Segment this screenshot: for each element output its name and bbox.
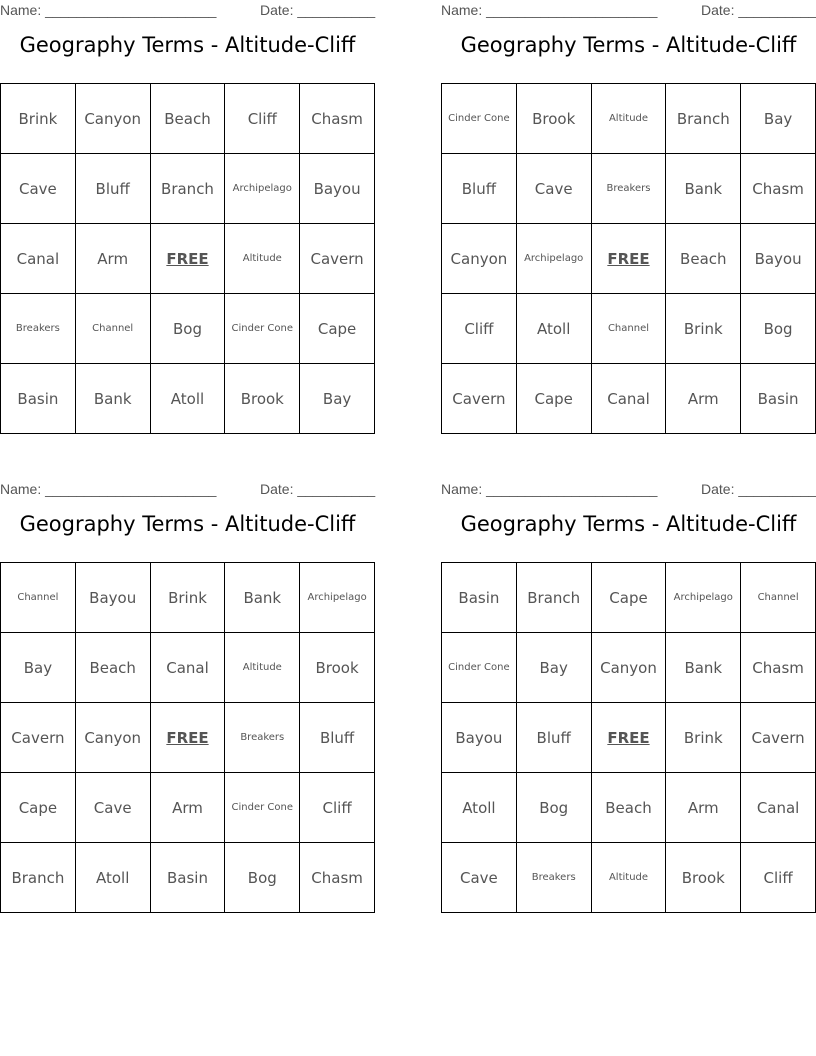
bingo-cell: Bayou — [741, 224, 816, 294]
bingo-cell: Altitude — [592, 843, 667, 913]
bingo-cell: Cave — [76, 773, 151, 843]
bingo-cell: Brink — [151, 563, 226, 633]
card-header — [441, 0, 816, 22]
bingo-cell: Archipelago — [666, 563, 741, 633]
date-label: Date: __________ — [701, 2, 816, 18]
bingo-cell: Atoll — [151, 364, 226, 434]
bingo-cell: Atoll — [76, 843, 151, 913]
bingo-cell: Bog — [225, 843, 300, 913]
bingo-cell: Breakers — [592, 154, 667, 224]
bingo-cell: Brink — [666, 703, 741, 773]
date-label: Date: __________ — [701, 481, 816, 497]
bingo-cell: Cavern — [1, 703, 76, 773]
card-title: Geography Terms - Altitude-Cliff — [460, 33, 797, 57]
bingo-cell: Bay — [741, 84, 816, 154]
bingo-cell: Channel — [592, 294, 667, 364]
bingo-cell: Cliff — [300, 773, 375, 843]
bingo-cell: Breakers — [517, 843, 592, 913]
date-label: Date: __________ — [260, 481, 376, 497]
bingo-cell: Brink — [666, 294, 741, 364]
free-space: FREE — [592, 224, 667, 294]
name-label: Name: ______________________ — [441, 2, 658, 18]
bingo-cell: Arm — [666, 364, 741, 434]
name-label: Name: ______________________ — [0, 481, 217, 497]
bingo-cell: Bluff — [442, 154, 517, 224]
bingo-cell: Archipelago — [225, 154, 300, 224]
bingo-cell: Cinder Cone — [225, 773, 300, 843]
bingo-cell: Cape — [300, 294, 375, 364]
bingo-cell: Archipelago — [517, 224, 592, 294]
bingo-cell: Beach — [76, 633, 151, 703]
card-title: Geography Terms - Altitude-Cliff — [19, 33, 356, 57]
bingo-cell: Basin — [741, 364, 816, 434]
bingo-cell: Bluff — [300, 703, 375, 773]
bingo-cell: Cliff — [442, 294, 517, 364]
bingo-cell: Bayou — [300, 154, 375, 224]
date-label: Date: __________ — [260, 2, 376, 18]
bingo-cell: Cinder Cone — [442, 84, 517, 154]
bingo-cell: Canal — [592, 364, 667, 434]
bingo-cell: Altitude — [225, 633, 300, 703]
bingo-cell: Channel — [76, 294, 151, 364]
bingo-cell: Channel — [1, 563, 76, 633]
bingo-cell: Atoll — [517, 294, 592, 364]
bingo-cell: Cape — [1, 773, 76, 843]
bingo-cell: Beach — [151, 84, 226, 154]
bingo-cell: Chasm — [741, 633, 816, 703]
card-header — [441, 479, 816, 501]
bingo-cell: Breakers — [225, 703, 300, 773]
free-space: FREE — [151, 703, 226, 773]
bingo-cell: Canyon — [76, 84, 151, 154]
bingo-cell: Branch — [517, 563, 592, 633]
bingo-cell: Cinder Cone — [225, 294, 300, 364]
card-title: Geography Terms - Altitude-Cliff — [460, 512, 797, 536]
bingo-cell: Canyon — [442, 224, 517, 294]
bingo-card-1 — [0, 0, 375, 434]
bingo-cell: Cave — [517, 154, 592, 224]
name-label: Name: ______________________ — [0, 2, 217, 18]
bingo-cell: Brook — [225, 364, 300, 434]
bingo-cell: Channel — [741, 563, 816, 633]
bingo-cell: Canal — [151, 633, 226, 703]
bingo-cell: Bay — [1, 633, 76, 703]
bingo-grid — [0, 83, 375, 434]
bingo-cell: Beach — [666, 224, 741, 294]
bingo-cell: Bayou — [442, 703, 517, 773]
bingo-cell: Canyon — [592, 633, 667, 703]
bingo-cell: Branch — [1, 843, 76, 913]
bingo-cell: Brook — [517, 84, 592, 154]
bingo-cell: Bank — [225, 563, 300, 633]
bingo-cell: Brook — [666, 843, 741, 913]
bingo-cell: Beach — [592, 773, 667, 843]
bingo-cell: Bank — [76, 364, 151, 434]
card-title: Geography Terms - Altitude-Cliff — [19, 512, 356, 536]
free-space: FREE — [151, 224, 226, 294]
bingo-card-3 — [0, 479, 375, 913]
bingo-cell: Brink — [1, 84, 76, 154]
bingo-grid — [441, 83, 816, 434]
free-space: FREE — [592, 703, 667, 773]
bingo-cell: Chasm — [741, 154, 816, 224]
card-header — [0, 0, 375, 22]
bingo-cell: Bog — [741, 294, 816, 364]
bingo-cell: Canal — [741, 773, 816, 843]
bingo-cell: Archipelago — [300, 563, 375, 633]
bingo-cell: Branch — [666, 84, 741, 154]
bingo-cell: Chasm — [300, 84, 375, 154]
bingo-cell: Arm — [666, 773, 741, 843]
bingo-cell: Cape — [517, 364, 592, 434]
bingo-cell: Cinder Cone — [442, 633, 517, 703]
bingo-cell: Bay — [517, 633, 592, 703]
bingo-cell: Bay — [300, 364, 375, 434]
bingo-cell: Bog — [517, 773, 592, 843]
bingo-cell: Basin — [151, 843, 226, 913]
bingo-cell: Altitude — [592, 84, 667, 154]
bingo-cell: Chasm — [300, 843, 375, 913]
bingo-cell: Cliff — [225, 84, 300, 154]
bingo-cell: Breakers — [1, 294, 76, 364]
bingo-cell: Bluff — [76, 154, 151, 224]
bingo-cell: Bank — [666, 633, 741, 703]
bingo-cell: Brook — [300, 633, 375, 703]
bingo-cell: Bayou — [76, 563, 151, 633]
bingo-cell: Canal — [1, 224, 76, 294]
bingo-cell: Basin — [1, 364, 76, 434]
name-label: Name: ______________________ — [441, 481, 658, 497]
bingo-cell: Cavern — [300, 224, 375, 294]
bingo-cell: Cave — [442, 843, 517, 913]
bingo-card-4 — [441, 479, 816, 913]
bingo-cell: Atoll — [442, 773, 517, 843]
card-header — [0, 479, 375, 501]
bingo-cell: Cavern — [442, 364, 517, 434]
bingo-cell: Arm — [76, 224, 151, 294]
bingo-cell: Branch — [151, 154, 226, 224]
bingo-cell: Arm — [151, 773, 226, 843]
bingo-card-2 — [441, 0, 816, 434]
bingo-cell: Bluff — [517, 703, 592, 773]
bingo-cell: Bank — [666, 154, 741, 224]
bingo-grid — [441, 562, 816, 913]
bingo-grid — [0, 562, 375, 913]
bingo-cell: Bog — [151, 294, 226, 364]
bingo-cell: Basin — [442, 563, 517, 633]
bingo-cell: Cave — [1, 154, 76, 224]
bingo-cell: Cape — [592, 563, 667, 633]
bingo-cell: Altitude — [225, 224, 300, 294]
bingo-cell: Canyon — [76, 703, 151, 773]
bingo-cell: Cavern — [741, 703, 816, 773]
bingo-cell: Cliff — [741, 843, 816, 913]
